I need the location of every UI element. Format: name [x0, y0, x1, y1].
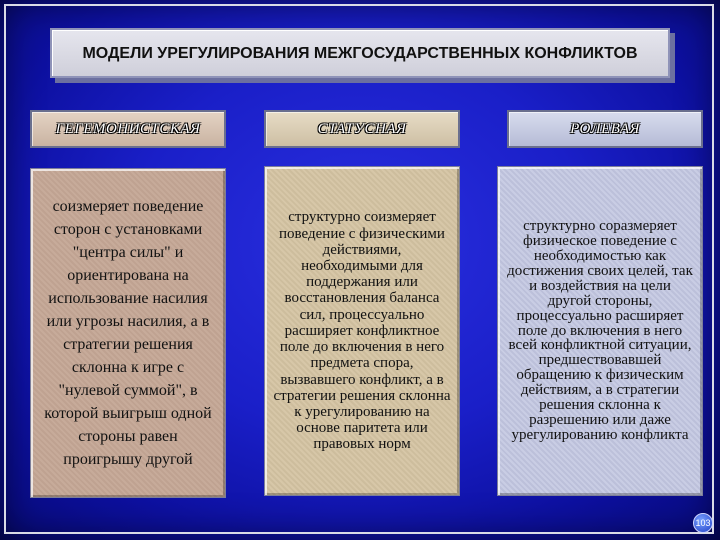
column-body-hegemonic: [30, 168, 226, 498]
column-header-status: СТАТУСНАЯ: [264, 110, 460, 148]
column-body-role: [497, 166, 703, 496]
column-header-role: РОЛЕВАЯ: [507, 110, 703, 148]
slide-title: МОДЕЛИ УРЕГУЛИРОВАНИЯ МЕЖГОСУДАРСТВЕННЫХ КОНФЛИКТОВ: [50, 28, 670, 78]
page-number-badge: 103: [693, 513, 713, 533]
column-text-status: структурно соизмеряет поведение с физическими действиями, необходимыми для поддержания или восстановления баланса сил, процессуально расширяет конфликтное поле до включения в него предмета спора, вызвавшего конфликт, а в стратегии решения склонна к урегулированию на основе паритета или правовых норм: [273, 209, 451, 453]
column-header-hegemonic: ГЕГЕМОНИСТСКАЯ: [30, 110, 226, 148]
column-body-status: [264, 166, 460, 496]
column-text-hegemonic: соизмеряет поведение сторон с установками "центра силы" и ориентирована на использование насилия или угрозы насилия, а в стратегии решения склонна к игре с "нулевой суммой", в которой выигрыш одной стороны равен проигрышу другой: [44, 198, 212, 468]
column-text-role: структурно соразмеряет физическое поведение с необходимостью как достижения своих целей, так и воздействия на цели другой стороны, процессуально расширяет поле до включения в него всей конфликтной ситуации, предшествовавшей обращению к физическим действиям, а в стратегии решения склонна к разрешению или даже урегулированию конфликта: [507, 218, 693, 443]
